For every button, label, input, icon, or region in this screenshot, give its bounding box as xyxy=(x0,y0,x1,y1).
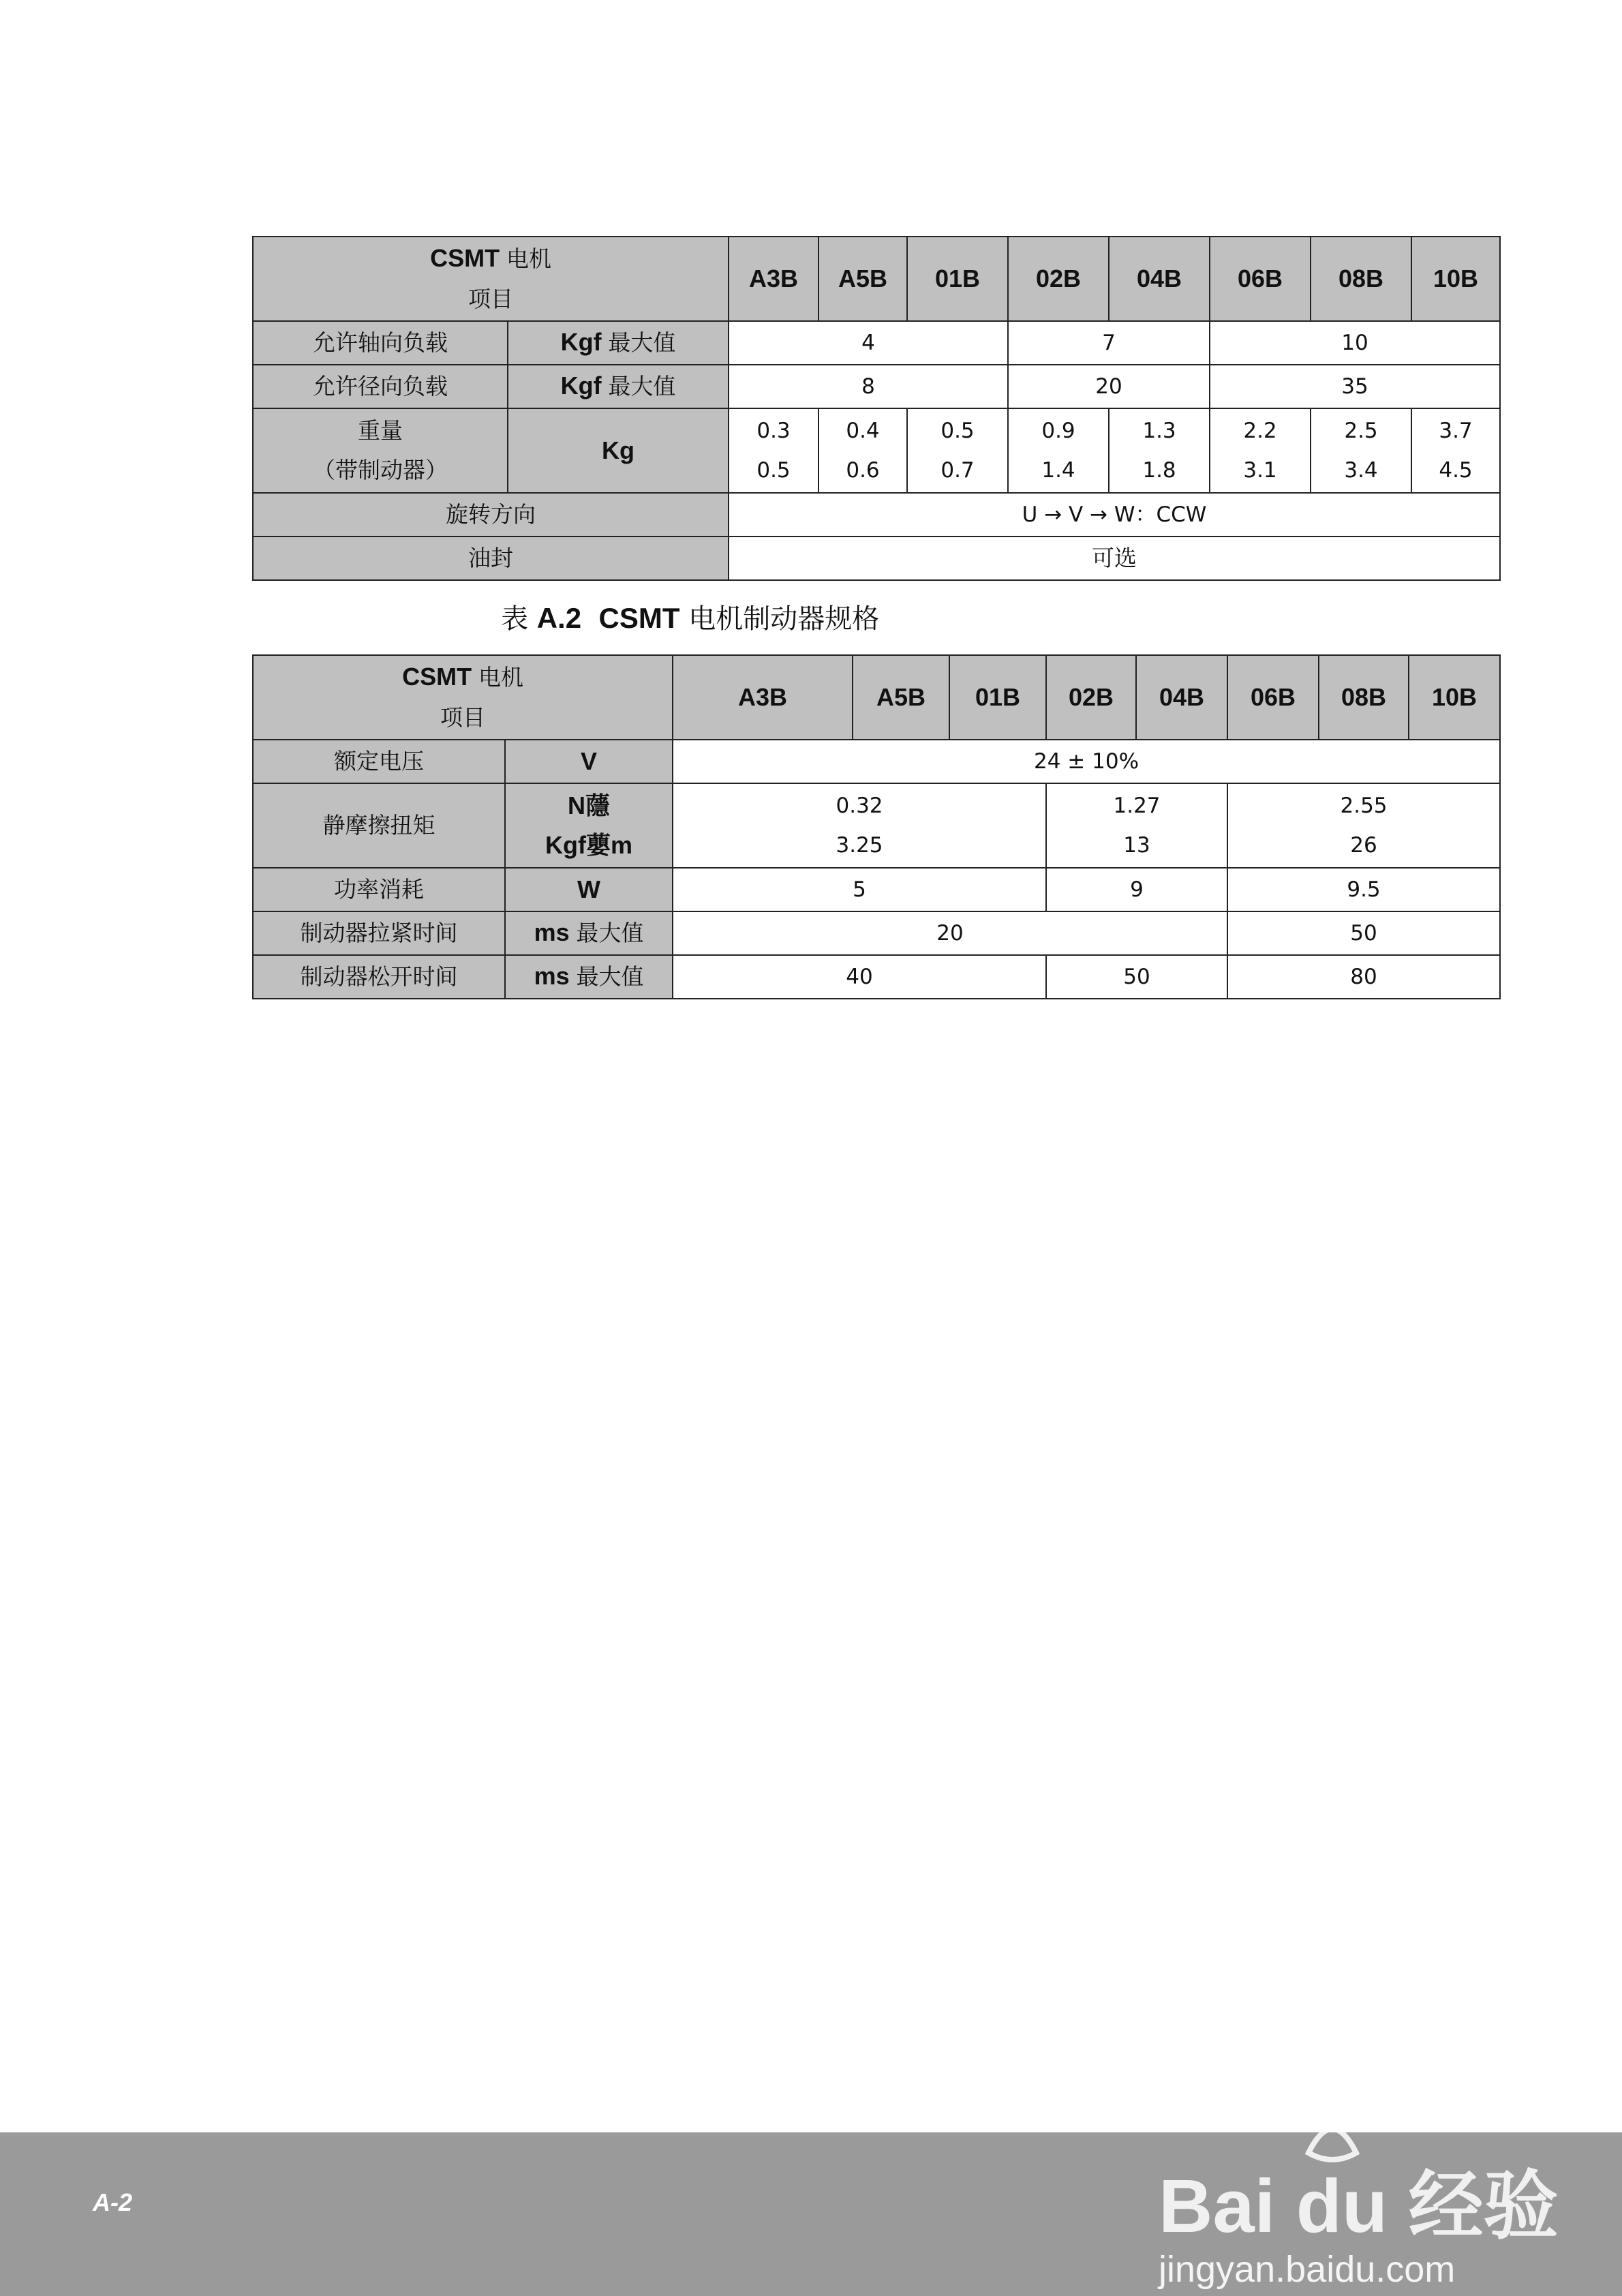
table-row xyxy=(253,321,1500,365)
weight-02b: 0.9 1.4 xyxy=(1008,408,1109,493)
oil-seal-label: 油封 xyxy=(253,537,729,580)
table2-caption xyxy=(501,597,879,636)
table-row xyxy=(253,408,1500,493)
table1-corner-header xyxy=(253,237,729,321)
caption-prefix: 表 xyxy=(501,603,528,635)
model-06b: 06B xyxy=(1227,655,1319,740)
engage-time-value: 20 xyxy=(673,911,1227,955)
model-a5b: A5B xyxy=(818,237,907,321)
radial-load-value: 20 xyxy=(1008,365,1210,408)
model-06b: 06B xyxy=(1210,237,1311,321)
engage-time-value: 50 xyxy=(1227,911,1500,955)
table2-corner-header xyxy=(253,655,673,740)
table1-header-row xyxy=(253,237,1500,321)
radial-load-value: 35 xyxy=(1210,365,1500,408)
model-a5b: A5B xyxy=(853,655,949,740)
page-footer xyxy=(0,2132,1622,2296)
release-time-label: 制动器松开时间 xyxy=(253,955,505,999)
table-row xyxy=(253,955,1500,999)
weight-a3b: 0.3 0.5 xyxy=(729,408,818,493)
power-label: 功率消耗 xyxy=(253,868,505,911)
table-row xyxy=(253,365,1500,408)
release-time-value: 40 xyxy=(673,955,1046,999)
engage-time-unit: ms 最大值 xyxy=(505,911,673,955)
header-csmt: CSMT xyxy=(430,244,500,272)
weight-label: 重量 （带制动器） xyxy=(253,408,508,493)
release-time-unit: ms 最大值 xyxy=(505,955,673,999)
model-04b: 04B xyxy=(1109,237,1210,321)
spec-table-2 xyxy=(252,654,1501,999)
model-01b: 01B xyxy=(949,655,1046,740)
weight-unit: Kg xyxy=(508,408,729,493)
model-10b: 10B xyxy=(1409,655,1500,740)
weight-01b: 0.5 0.7 xyxy=(907,408,1008,493)
axial-load-value: 4 xyxy=(729,321,1008,365)
weight-10b: 3.7 4.5 xyxy=(1411,408,1500,493)
rated-voltage-label: 额定电压 xyxy=(253,740,505,783)
model-08b: 08B xyxy=(1311,237,1411,321)
rotation-label: 旋转方向 xyxy=(253,493,729,537)
release-time-value: 80 xyxy=(1227,955,1500,999)
caption-number: A.2 xyxy=(536,602,582,634)
table-row xyxy=(253,868,1500,911)
static-torque-value: 1.27 13 xyxy=(1046,783,1227,868)
header-motor: 电机 xyxy=(478,664,523,691)
radial-load-label: 允许径向负载 xyxy=(253,365,508,408)
page-number: A-2 xyxy=(93,2188,133,2216)
static-torque-unit: N蘟 Kgf蘡m xyxy=(505,783,673,868)
caption-title: 电机制动器规格 xyxy=(688,603,880,635)
power-value: 5 xyxy=(673,868,1046,911)
axial-load-value: 10 xyxy=(1210,321,1500,365)
oil-seal-value: 可选 xyxy=(729,537,1500,580)
table-row xyxy=(253,783,1500,868)
axial-load-label: 允许轴向负载 xyxy=(253,321,508,365)
header-csmt: CSMT xyxy=(402,663,472,691)
rotation-value: U → V → W：CCW xyxy=(729,493,1500,537)
radial-load-unit: Kgf 最大值 xyxy=(508,365,729,408)
model-02b: 02B xyxy=(1046,655,1136,740)
static-torque-value: 2.55 26 xyxy=(1227,783,1500,868)
table-row xyxy=(253,537,1500,580)
power-unit: W xyxy=(505,868,673,911)
rated-voltage-unit: V xyxy=(505,740,673,783)
weight-04b: 1.3 1.8 xyxy=(1109,408,1210,493)
table2-header-row xyxy=(253,655,1500,740)
header-motor: 电机 xyxy=(506,245,551,272)
spec-table-1 xyxy=(252,236,1501,581)
model-02b: 02B xyxy=(1008,237,1109,321)
power-value: 9.5 xyxy=(1227,868,1500,911)
model-01b: 01B xyxy=(907,237,1008,321)
static-torque-label: 静摩擦扭矩 xyxy=(253,783,505,868)
table-row xyxy=(253,493,1500,537)
weight-08b: 2.5 3.4 xyxy=(1311,408,1411,493)
engage-time-label: 制动器拉紧时间 xyxy=(253,911,505,955)
axial-load-unit: Kgf 最大值 xyxy=(508,321,729,365)
header-item: 项目 xyxy=(440,704,485,731)
model-04b: 04B xyxy=(1136,655,1227,740)
model-08b: 08B xyxy=(1319,655,1409,740)
radial-load-value: 8 xyxy=(729,365,1008,408)
header-item: 项目 xyxy=(468,286,513,312)
power-value: 9 xyxy=(1046,868,1227,911)
weight-a5b: 0.4 0.6 xyxy=(818,408,907,493)
model-a3b: A3B xyxy=(673,655,853,740)
rated-voltage-value: 24 ± 10% xyxy=(673,740,1500,783)
caption-csmt: CSMT xyxy=(598,602,680,634)
watermark-url: jingyan.baidu.com xyxy=(1159,2249,1456,2290)
model-a3b: A3B xyxy=(729,237,818,321)
weight-06b: 2.2 3.1 xyxy=(1210,408,1311,493)
model-10b: 10B xyxy=(1411,237,1500,321)
release-time-value: 50 xyxy=(1046,955,1227,999)
axial-load-value: 7 xyxy=(1008,321,1210,365)
table-row xyxy=(253,740,1500,783)
table-row xyxy=(253,911,1500,955)
baidu-jingyan-logo: Bai du 经验 xyxy=(1159,2164,1559,2248)
static-torque-value: 0.32 3.25 xyxy=(673,783,1046,868)
